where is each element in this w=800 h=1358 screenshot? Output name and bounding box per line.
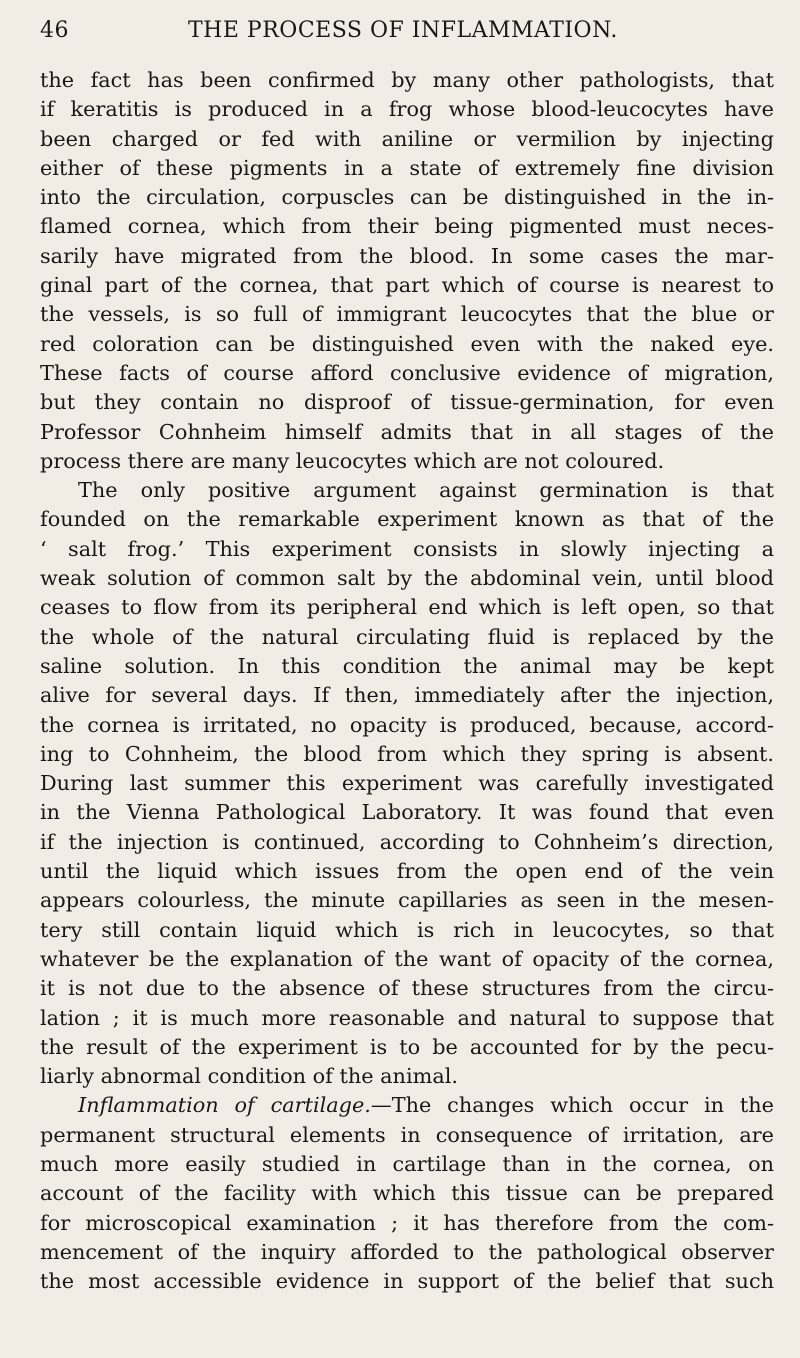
- text-line: into the circulation, corpuscles can be distinguished in the in-: [40, 185, 774, 210]
- text-line: much more easily studied in cartilage than in the cornea, on: [40, 1151, 774, 1176]
- text-line: flamed cornea, which from their being pigmented must neces-: [40, 214, 774, 239]
- text-line: saline solution. In this condition the animal may be kept: [40, 653, 774, 678]
- page-number: 46: [40, 18, 69, 43]
- text-line: been charged or fed with aniline or vermilion by injecting: [40, 126, 774, 151]
- text-line: the cornea is irritated, no opacity is produced, because, accord-: [40, 712, 774, 737]
- section-lead-line: [40, 1091, 774, 1120]
- text-line: for microscopical examination ; it has therefore from the com-: [40, 1210, 774, 1235]
- section-lead-text: —The changes which occur in the: [370, 1093, 774, 1118]
- text-line: ing to Cohnheim, the blood from which they spring is absent.: [40, 741, 774, 766]
- section-heading: Inflammation of cartilage.: [78, 1093, 371, 1118]
- text-line: permanent structural elements in consequence of irritation, are: [40, 1122, 774, 1147]
- text-line: weak solution of common salt by the abdominal vein, until blood: [40, 566, 774, 591]
- text-line: if the injection is continued, according to Cohnheim’s direction,: [40, 829, 774, 854]
- text-line: whatever be the explanation of the want of opacity of the cornea,: [40, 946, 774, 971]
- text-line: tery still contain liquid which is rich in leucocytes, so that: [40, 917, 774, 942]
- text-line: the fact has been confirmed by many other pathologists, that: [40, 68, 774, 92]
- text-line: alive for several days. If then, immediately after the injection,: [40, 683, 774, 708]
- text-line: ‘ salt frog.’ This experiment consists in slowly injecting a: [40, 536, 774, 561]
- text-line: ceases to flow from its peripheral end which is left open, so that: [40, 595, 774, 620]
- text-line: in the Vienna Pathological Laboratory. It was found that even: [40, 800, 774, 825]
- text-line: until the liquid which issues from the open end of the vein: [40, 859, 774, 884]
- text-line: if keratitis is produced in a frog whose blood-leucocytes have: [40, 97, 774, 122]
- body-text: [40, 66, 774, 1296]
- text-line: lation ; it is much more reasonable and natural to suppose that: [40, 1005, 774, 1030]
- text-line: account of the facility with which this tissue can be prepared: [40, 1181, 774, 1206]
- text-line: ginal part of the cornea, that part which of course is nearest to: [40, 273, 774, 298]
- text-line: sarily have migrated from the blood. In some cases the mar-: [40, 243, 774, 268]
- text-line: The only positive argument against germination is that: [78, 478, 774, 503]
- text-line: red coloration can be distinguished even with the naked eye.: [40, 331, 774, 356]
- running-title: THE PROCESS OF INFLAMMATION.: [188, 18, 618, 43]
- text-line: liarly abnormal condition of the animal.: [40, 1064, 458, 1089]
- text-line: appears colourless, the minute capillaries as seen in the mesen-: [40, 888, 774, 913]
- text-line: These facts of course afford conclusive evidence of migration,: [40, 360, 774, 385]
- text-line: the whole of the natural circulating fluid is replaced by the: [40, 624, 774, 649]
- text-line: but they contain no disproof of tissue-germination, for even: [40, 390, 774, 415]
- text-line: the result of the experiment is to be accounted for by the pecu-: [40, 1034, 774, 1059]
- text-line: mencement of the inquiry afforded to the pathological observer: [40, 1239, 774, 1264]
- text-line: process there are many leucocytes which are not coloured.: [40, 448, 665, 473]
- running-head: [40, 18, 760, 54]
- text-line: founded on the remarkable experiment known as that of the: [40, 507, 774, 532]
- text-line: During last summer this experiment was carefully investigated: [40, 771, 774, 796]
- text-line: it is not due to the absence of these structures from the circu-: [40, 976, 774, 1001]
- text-line: the vessels, is so full of immigrant leucocytes that the blue or: [40, 302, 774, 327]
- text-line: Professor Cohnheim himself admits that in all stages of the: [40, 419, 774, 444]
- text-line: the most accessible evidence in support of the belief that such: [40, 1269, 774, 1294]
- text-line: either of these pigments in a state of extremely fine division: [40, 155, 774, 180]
